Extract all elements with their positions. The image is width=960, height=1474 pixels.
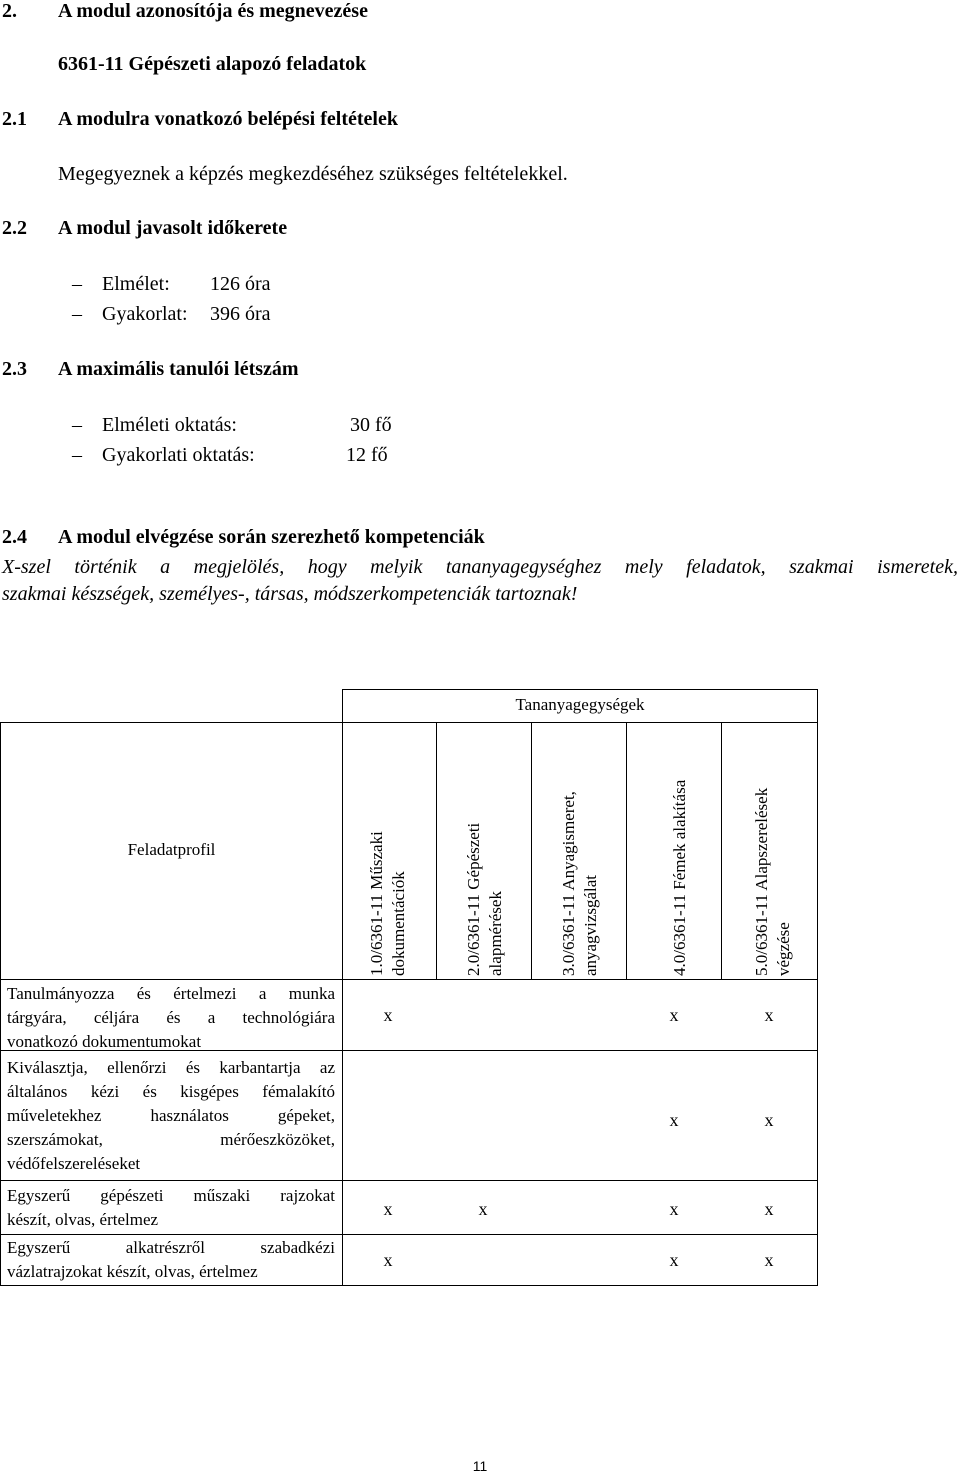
intro-line: szakmai készségek, személyes-, társas, módszerkompetenciák tartoznak! — [2, 583, 578, 605]
task-line: tárgyára, céljára és a technológiára — [7, 1008, 335, 1027]
bullet-dash: – — [72, 414, 82, 436]
headcount-value: 12 fő — [346, 444, 388, 466]
task-line: készít, olvas, értelmez — [7, 1210, 159, 1229]
task-description — [7, 1236, 335, 1284]
competency-mark: x — [669, 1005, 679, 1025]
column-header-line: anyagvizsgálat — [581, 874, 600, 976]
competency-mark: x — [383, 1005, 393, 1025]
table-border — [0, 979, 818, 980]
table-border — [342, 689, 343, 1286]
task-line: védőfelszereléseket — [7, 1154, 141, 1173]
table-border — [436, 722, 437, 979]
competency-mark: x — [764, 1250, 774, 1270]
table-border — [0, 722, 1, 1286]
section-2-1-title: A modulra vonatkozó belépési feltételek — [58, 108, 398, 130]
page-number: 11 — [472, 1458, 488, 1474]
competency-mark: x — [478, 1199, 488, 1219]
intro-line: X-szel történik a megjelölés, hogy melyik tananyagegységhez mely feladatok, szakmai ismeretek, — [2, 556, 958, 578]
group-header: Tananyagegységek — [515, 695, 645, 714]
table-border — [626, 722, 627, 979]
table-border — [531, 722, 532, 979]
task-line: Egyszerű gépészeti műszaki rajzokat — [7, 1186, 335, 1205]
bullet-dash: – — [72, 273, 82, 295]
column-header — [751, 788, 795, 976]
task-line: vázlatrajzokat készít, olvas, értelmez — [7, 1262, 258, 1281]
table-border — [0, 1285, 818, 1286]
time-label: Elmélet: — [102, 273, 170, 295]
time-value: 396 óra — [210, 303, 271, 325]
column-header-line: végzése — [774, 922, 793, 976]
competency-mark: x — [764, 1199, 774, 1219]
task-line: Tanulmányozza és értelmezi a munka — [7, 984, 335, 1003]
headcount-label: Gyakorlati oktatás: — [102, 444, 255, 466]
competency-mark: x — [383, 1250, 393, 1270]
task-line: Kiválasztja, ellenőrzi és karbantartja az — [7, 1058, 335, 1077]
column-header-line: 1.0/6361-11 Műszaki — [367, 831, 386, 976]
column-header-line: 2.0/6361-11 Gépészeti — [464, 822, 483, 976]
column-header — [366, 831, 410, 976]
column-header-line: 4.0/6361-11 Fémek alakítása — [670, 779, 689, 976]
task-description — [7, 982, 335, 1054]
column-header-line: 3.0/6361-11 Anyagismeret, — [559, 791, 578, 976]
table-border — [0, 1234, 818, 1235]
bullet-dash: – — [72, 444, 82, 466]
time-label: Gyakorlat: — [102, 303, 188, 325]
competency-mark: x — [669, 1250, 679, 1270]
section-2-number: 2. — [2, 0, 17, 22]
column-header-line: dokumentációk — [389, 871, 408, 976]
task-line: műveletekhez használatos gépeket, — [7, 1106, 335, 1125]
task-line: szerszámokat, mérőeszközöket, — [7, 1130, 335, 1149]
bullet-dash: – — [72, 303, 82, 325]
table-border — [342, 689, 818, 690]
task-line: vonatkozó dokumentumokat — [7, 1032, 202, 1051]
section-2-1-number: 2.1 — [2, 108, 27, 130]
section-2-3-title: A maximális tanulói létszám — [58, 358, 299, 380]
section-2-1-body: Megegyeznek a képzés megkezdéséhez szükséges feltételekkel. — [58, 163, 568, 185]
section-2-2-title: A modul javasolt időkerete — [58, 217, 288, 239]
task-description — [7, 1184, 335, 1232]
column-header — [669, 780, 691, 976]
task-line: általános kézi és kisgépes fémalakító — [7, 1082, 335, 1101]
competency-mark: x — [669, 1199, 679, 1219]
competency-mark: x — [764, 1110, 774, 1130]
section-2-3-number: 2.3 — [2, 358, 27, 380]
section-2-4-intro — [2, 554, 958, 608]
section-2-4-title: A modul elvégzése során szerezhető kompetenciák — [58, 526, 485, 548]
column-header-line: 5.0/6361-11 Alapszerelések — [752, 787, 771, 976]
section-2-4-number: 2.4 — [2, 526, 27, 548]
module-name: 6361-11 Gépészeti alapozó feladatok — [58, 53, 367, 75]
time-value: 126 óra — [210, 273, 271, 295]
competency-mark: x — [383, 1199, 393, 1219]
column-header — [463, 823, 507, 976]
section-2-title: A modul azonosítója és megnevezése — [58, 0, 368, 22]
column-header — [558, 791, 602, 976]
competency-mark: x — [764, 1005, 774, 1025]
headcount-value: 30 fő — [350, 414, 392, 436]
headcount-label: Elméleti oktatás: — [102, 414, 237, 436]
table-border — [817, 689, 818, 1286]
row-header: Feladatprofil — [127, 840, 216, 859]
task-description — [7, 1056, 335, 1176]
table-border — [0, 722, 818, 723]
section-2-2-number: 2.2 — [2, 217, 27, 239]
competency-mark: x — [669, 1110, 679, 1130]
table-border — [721, 722, 722, 979]
table-border — [0, 1180, 818, 1181]
task-line: Egyszerű alkatrészről szabadkézi — [7, 1238, 335, 1257]
column-header-line: alapmérések — [486, 891, 505, 976]
